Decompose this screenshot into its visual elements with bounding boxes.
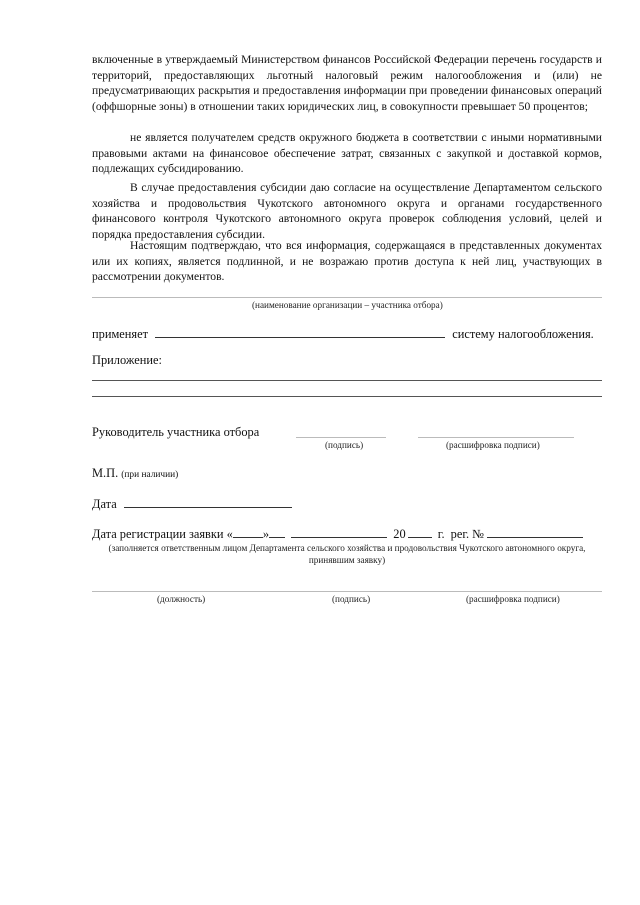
stamp-row <box>92 466 178 483</box>
paragraph-confirmation: Настоящим подтверждаю, что вся информация, содержащаяся в представленных документах или их копиях, является подлинной, и не возражаю против доступа к ней лиц, участвующих в рассмотрении документов. <box>92 239 602 284</box>
date-field[interactable] <box>124 496 292 508</box>
attachment-label: Приложение: <box>92 353 162 367</box>
head-decoding-caption: (расшифровка подписи) <box>446 440 540 450</box>
applies-prefix: применяет <box>92 327 149 341</box>
responsible-signature-caption: (подпись) <box>332 594 371 604</box>
head-signature-line[interactable] <box>296 437 386 438</box>
registration-year-prefix: 20 <box>393 527 406 541</box>
position-caption: (должность) <box>157 594 206 604</box>
registration-quote-close: » <box>262 527 270 541</box>
attachment-line-2[interactable] <box>92 396 602 397</box>
registration-label: Дата регистрации заявки « <box>92 527 233 541</box>
registration-number-label: рег. № <box>450 527 485 541</box>
paragraph-offshore: включенные в утверждаемый Министерством финансов Российской Федерации перечень государств и территорий, предоставляющих льготный налоговый режим налогообложения и (или) не предусматривающих раскрытия и предоставления информации при проведении финансовых операций (оффшорные зоны) в отношении таких юридических лиц, в совокупности превышает 50 процентов; <box>92 53 602 113</box>
registration-month-gap[interactable] <box>269 526 285 538</box>
attachment-line-1[interactable] <box>92 380 602 381</box>
responsible-decoding-caption: (расшифровка подписи) <box>466 594 560 604</box>
registration-note: (заполняется ответственным лицом Департамента сельского хозяйства и продовольствия Чукотского автономного округа, принявшим заявку) <box>108 543 586 565</box>
responsible-signature-line[interactable] <box>92 591 602 592</box>
paragraph-consent: В случае предоставления субсидии даю согласие на осуществление Департаментом сельского хозяйства и продовольствия Чукотского автономного округа и органами государственного финансового контроля Чукотского автономного округа проверок соблюдения условий, целей и порядка предоставления субсидии. <box>92 181 602 241</box>
head-label: Руководитель участника отбора <box>92 425 260 439</box>
date-row <box>92 496 292 512</box>
org-name-line[interactable] <box>92 297 602 298</box>
stamp-label: М.П. <box>92 466 119 480</box>
org-name-caption: (наименование организации – участника отбора) <box>252 300 443 310</box>
registration-year-field[interactable] <box>408 526 432 538</box>
registration-year-suffix: г. <box>437 527 445 541</box>
head-signature-caption: (подпись) <box>325 440 364 450</box>
stamp-note: (при наличии) <box>121 470 179 480</box>
applies-suffix: систему налогообложения. <box>452 327 594 341</box>
taxation-row <box>92 326 594 342</box>
head-decoding-line[interactable] <box>418 437 574 438</box>
registration-number-field[interactable] <box>487 526 583 538</box>
registration-row <box>92 526 583 542</box>
taxation-system-field[interactable] <box>155 326 445 338</box>
paragraph-not-recipient: не является получателем средств окружного бюджета в соответствии с иными нормативными правовыми актами на финансовое обеспечение затрат, связанных с закупкой и доставкой кормов, подлежащих субсидированию. <box>92 131 602 176</box>
registration-day-field[interactable] <box>233 526 263 538</box>
date-label: Дата <box>92 497 117 511</box>
registration-month-field[interactable] <box>291 526 387 538</box>
